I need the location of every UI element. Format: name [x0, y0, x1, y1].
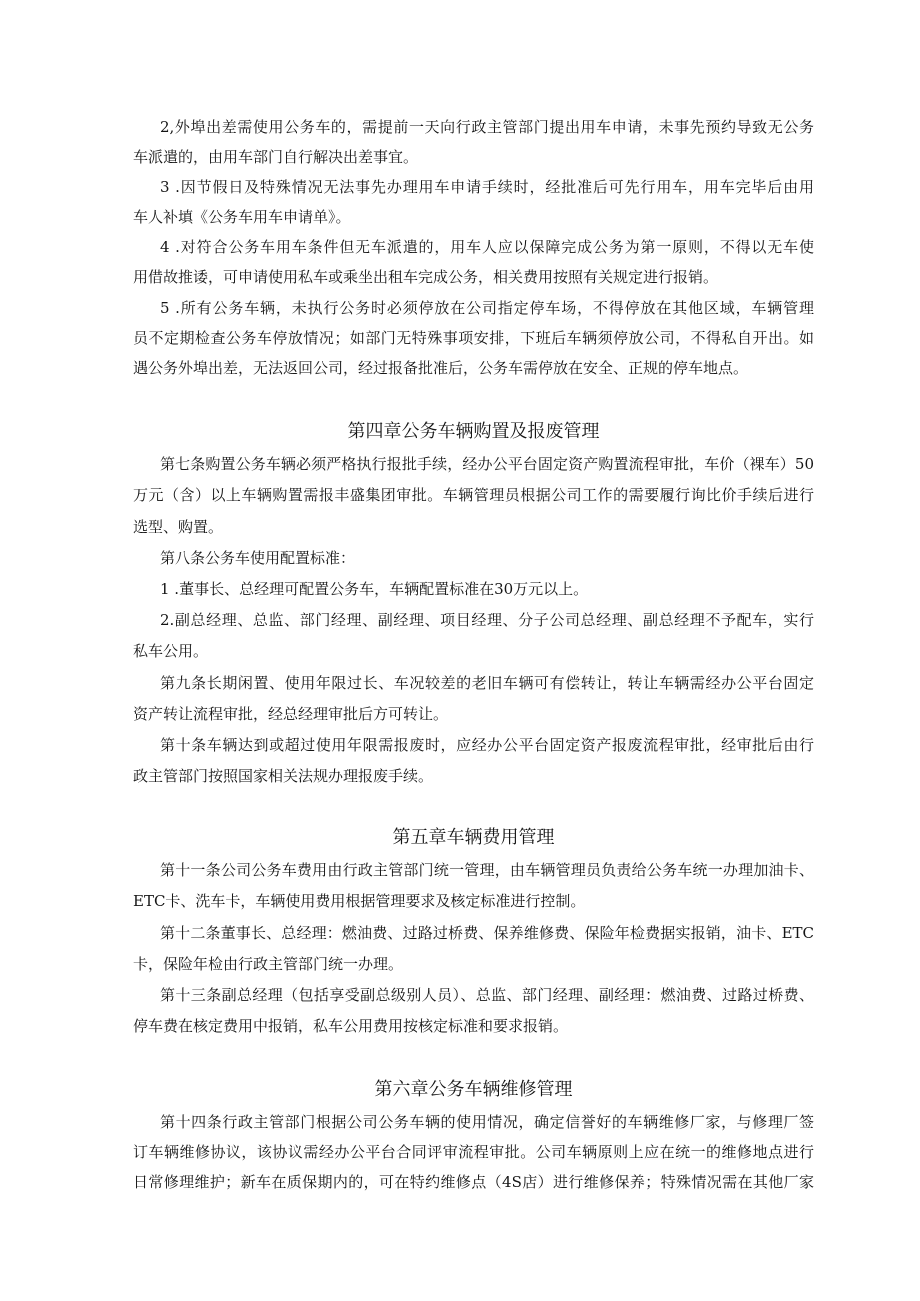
paragraph-line: 第八条公务车使用配置标准： — [160, 548, 356, 567]
item-3-paragraph — [133, 172, 814, 232]
item-4-paragraph — [133, 232, 814, 292]
paragraph-line: 私车公用。 — [133, 642, 209, 661]
paragraph-line: 第十四条行政主管部门根据公司公务车辆的使用情况，确定信誉好的车辆维修厂家，与修理厂签 — [160, 1112, 814, 1131]
item-5-paragraph — [133, 293, 814, 383]
paragraph-line: 2,外埠出差需使用公务车的，需提前一天向行政主管部门提出用车申请，未事先预约导致无公务 — [160, 118, 814, 136]
paragraph-line: 资产转让流程审批，经总经理审批后方可转让。 — [133, 704, 449, 723]
paragraph-line: 2.副总经理、总监、部门经理、副经理、项目经理、分子公司总经理、副总经理不予配车，实行 — [160, 611, 814, 630]
vehicle-use-items-section — [133, 0, 814, 383]
paragraph-line: 订车辆维修协议，该协议需经办公平台合同评审流程审批。公司车辆原则上应在统一的维修地点进行 — [133, 1142, 814, 1161]
article-14-paragraph — [133, 1107, 814, 1197]
article-8-item-2 — [133, 605, 814, 667]
paragraph-line: 选型、购置。 — [133, 517, 224, 536]
article-10-paragraph — [133, 730, 814, 792]
chapter-5-heading: 第五章车辆费用管理 — [392, 826, 555, 848]
paragraph-line: 第十一条公司公务车费用由行政主管部门统一管理，由车辆管理员负责给公务车统一办理加油卡、 — [160, 861, 814, 880]
article-8-item-1 — [133, 574, 814, 605]
article-11-paragraph — [133, 855, 814, 917]
paragraph-line: 3 .因节假日及特殊情况无法事先办理用车申请手续时，经批准后可先行用车，用车完毕后由用 — [160, 178, 814, 197]
paragraph-line: 车派遣的，由用车部门自行解决出差事宜。 — [133, 148, 419, 167]
chapter-6-heading: 第六章公务车辆维修管理 — [374, 1078, 573, 1100]
paragraph-line: 第七条购置公务车辆必须严格执行报批手续，经办公平台固定资产购置流程审批，车价（裸车）50 — [160, 455, 814, 474]
paragraph-line: 用借故推诿，可申请使用私车或乘坐出租车完成公务，相关费用按照有关规定进行报销。 — [133, 268, 719, 287]
article-8-paragraph — [133, 543, 814, 574]
paragraph-line: 停车费在核定费用中报销，私车公用费用按核定标准和要求报销。 — [133, 1017, 569, 1036]
chapter-6-section — [133, 1107, 814, 1197]
paragraph-line: 第十条车辆达到或超过使用年限需报废时，应经办公平台固定资产报废流程审批，经审批后由行 — [160, 736, 814, 755]
paragraph-line: 第九条长期闲置、使用年限过长、车况较差的老旧车辆可有偿转让，转让车辆需经办公平台固定 — [160, 673, 814, 692]
item-2-paragraph — [133, 112, 814, 172]
paragraph-line: 万元（含）以上车辆购置需报丰盛集团审批。车辆管理员根据公司工作的需要履行询比价手续后进行 — [133, 486, 814, 505]
paragraph-line: ETC卡、洗车卡，车辆使用费用根据管理要求及核定标准进行控制。 — [133, 892, 586, 911]
paragraph-line: 第十二条董事长、总经理：燃油费、过路过桥费、保养维修费、保险年检费据实报销，油卡、ETC — [160, 923, 814, 942]
chapter-5-section — [133, 855, 814, 1042]
paragraph-line: 卡，保险年检由行政主管部门统一办理。 — [133, 954, 404, 973]
paragraph-line: 1 .董事长、总经理可配置公务车，车辆配置标准在30万元以上。 — [160, 580, 589, 599]
text-column — [133, 0, 814, 1197]
paragraph-line: 日常修理维护；新车在质保期内的，可在特约维修点（4S店）进行维修保养；特殊情况需在其他厂家 — [133, 1172, 814, 1191]
paragraph-line: 政主管部门按照国家相关法规办理报废手续。 — [133, 767, 434, 786]
paragraph-line: 5 .所有公务车辆，未执行公务时必须停放在公司指定停车场，不得停放在其他区域，车辆管理 — [160, 298, 814, 317]
article-7-paragraph — [133, 449, 814, 543]
paragraph-line: 第十三条副总经理（包括享受副总级别人员）、总监、部门经理、副经理：燃油费、过路过桥费、 — [160, 986, 814, 1005]
article-9-paragraph — [133, 668, 814, 730]
chapter-4-section — [133, 449, 814, 792]
paragraph-line: 员不定期检查公务车停放情况；如部门无特殊事项安排，下班后车辆须停放公司，不得私自开出。如 — [133, 328, 814, 347]
paragraph-line: 4 .对符合公务车用车条件但无车派遣的，用车人应以保障完成公务为第一原则，不得以无车使 — [160, 238, 814, 257]
article-12-paragraph — [133, 918, 814, 980]
paragraph-line: 车人补填《公务车用车申请单》。 — [133, 208, 351, 227]
article-13-paragraph — [133, 980, 814, 1042]
chapter-4-heading: 第四章公务车辆购置及报废管理 — [347, 420, 600, 442]
paragraph-line: 遇公务外埠出差，无法返回公司，经过报备批准后，公务车需停放在安全、正规的停车地点。 — [133, 358, 749, 377]
